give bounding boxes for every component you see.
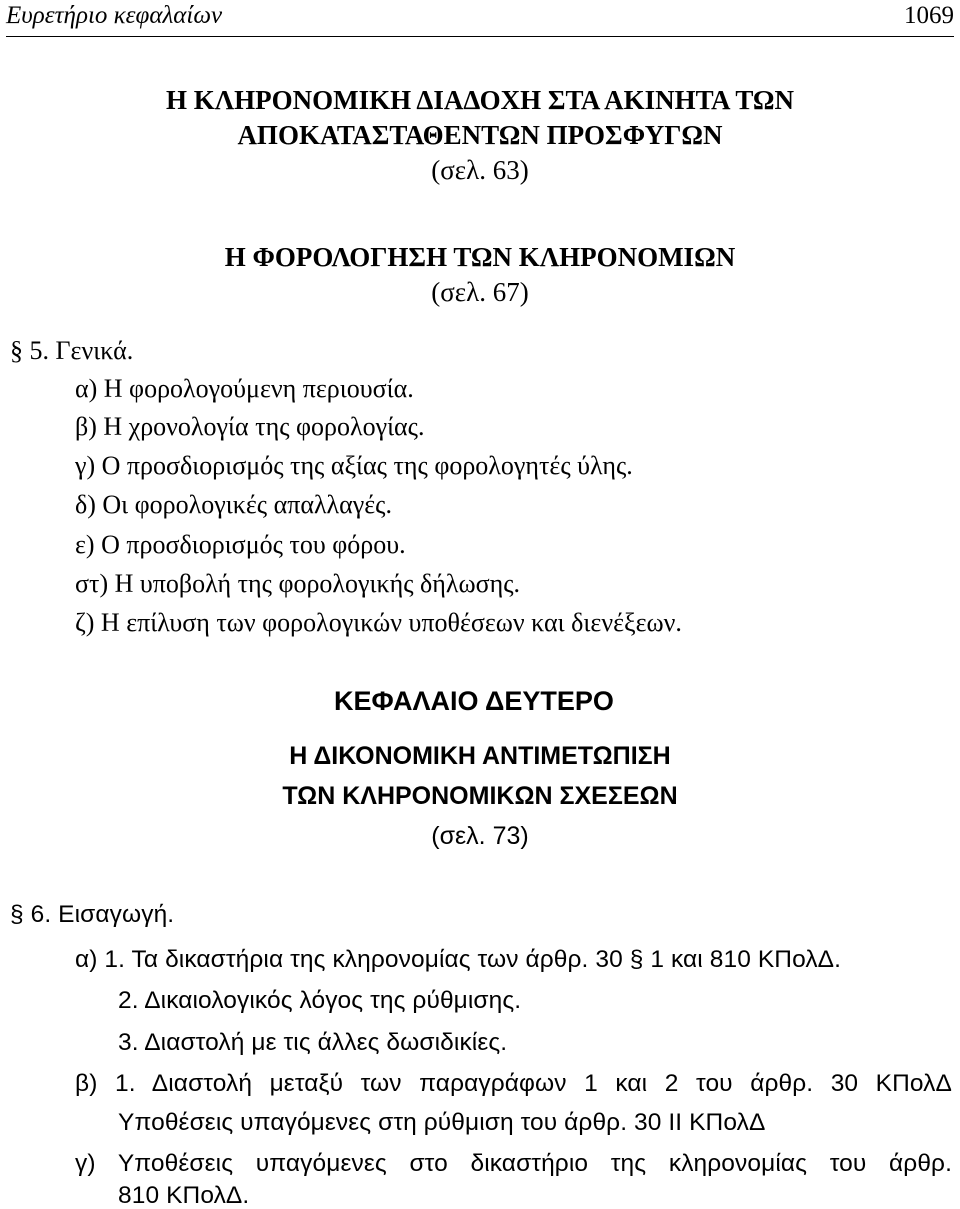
list-item: Υποθέσεις υπαγόμενες στη ρύθμιση του άρθρ. 30 ΙΙ ΚΠολΔ bbox=[118, 1109, 766, 1136]
list-item: 3. Διαστολή με τις άλλες δωσιδικίες. bbox=[118, 1029, 508, 1056]
list-item: δ) Οι φορολογικές απαλλαγές. bbox=[75, 490, 392, 519]
paragraph-heading: § 5. Γενικά. bbox=[10, 336, 134, 365]
section-title: Η ΦΟΡΟΛΟΓΗΣΗ ΤΩΝ ΚΛΗΡΟΝΟΜΙΩΝ bbox=[224, 242, 736, 272]
chapter-subtitle-line: Η ΔΙΚΟΝΟΜΙΚΗ ΑΝΤΙΜΕΤΩΠΙΣΗ bbox=[289, 742, 671, 770]
chapter-subtitle bbox=[0, 736, 960, 856]
paragraph-heading: § 6. Εισαγωγή. bbox=[10, 901, 175, 928]
section-page-ref: (σελ. 67) bbox=[431, 277, 529, 307]
list-item: στ) Η υποβολή της φορολογικής δήλωσης. bbox=[75, 569, 520, 598]
chapter-page-ref: (σελ. 73) bbox=[431, 822, 529, 850]
list-item: α) Η φορολογούμενη περιουσία. bbox=[75, 374, 414, 403]
section-title-line: Η ΚΛΗΡΟΝΟΜΙΚΗ ΔΙΑΔΟΧΗ ΣΤΑ ΑΚΙΝΗΤΑ ΤΩΝ bbox=[166, 85, 794, 115]
list-item: γ) Υποθέσεις υπαγόμενες στο δικαστήριο της κληρονομίας του άρθρ. bbox=[75, 1150, 952, 1177]
section-title-line: ΑΠΟΚΑΤΑΣΤΑΘΕΝΤΩΝ ΠΡΟΣΦΥΓΩΝ bbox=[237, 120, 723, 150]
list-item: β) Η χρονολογία της φορολογίας. bbox=[75, 412, 425, 441]
page-number: 1069 bbox=[904, 2, 954, 29]
list-item: β) 1. Διαστολή μεταξύ των παραγράφων 1 και 2 του άρθρ. 30 ΚΠολΔ bbox=[75, 1070, 952, 1097]
list-item: 2. Δικαιολογικός λόγος της ρύθμισης. bbox=[118, 987, 522, 1014]
running-header-title: Ευρετήριο κεφαλαίων bbox=[6, 2, 223, 29]
list-item: γ) Ο προσδιορισμός της αξίας της φορολογητές ύλης. bbox=[75, 451, 633, 480]
section-heading-refugees bbox=[0, 83, 960, 188]
list-item: ζ) Η επίλυση των φορολογικών υποθέσεων και διενέξεων. bbox=[75, 608, 682, 637]
chapter-heading bbox=[0, 680, 954, 722]
list-item: ε) Ο προσδιορισμός του φόρου. bbox=[75, 530, 406, 559]
running-header bbox=[6, 0, 954, 37]
chapter-title: ΚΕΦΑΛΑΙΟ ΔΕΥΤΕΡΟ bbox=[334, 686, 614, 716]
section-page-ref: (σελ. 63) bbox=[431, 155, 529, 185]
list-item: 810 ΚΠολΔ. bbox=[118, 1182, 250, 1209]
chapter-subtitle-line: ΤΩΝ ΚΛΗΡΟΝΟΜΙΚΩΝ ΣΧΕΣΕΩΝ bbox=[282, 782, 678, 810]
section-heading-taxation bbox=[0, 240, 960, 310]
list-item: α) 1. Τα δικαστήρια της κληρονομίας των άρθρ. 30 § 1 και 810 ΚΠολΔ. bbox=[75, 946, 842, 973]
